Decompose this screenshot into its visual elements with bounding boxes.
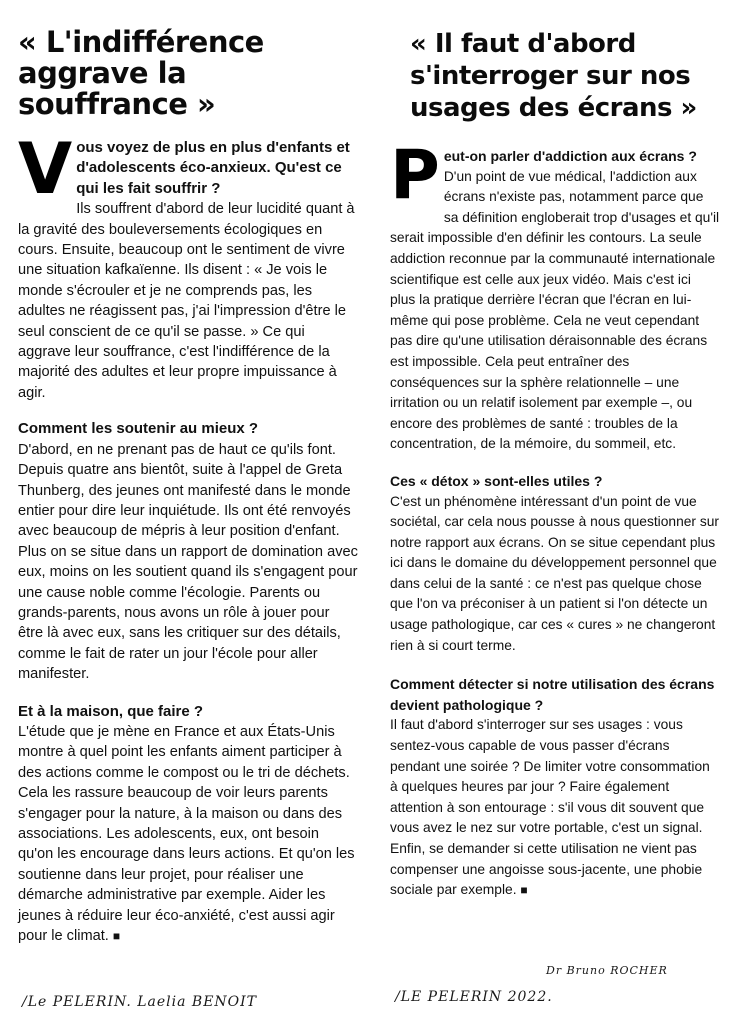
right-answer-3-text: Il faut d'abord s'interroger sur ses usages : vous sentez-vous capable de vous passer d'écrans pendant une soirée ? De limiter votre consommation à quelques heures par jour ? Faire également attention à son entourage : s'il vous dit souvent que vous avez le nez sur votre portable, c'est un signal. Enfin, se demander si cette utilisation ne vient pas compenser une angoisse sous-jacente, une phobie sociale par exemple. — [390, 717, 710, 898]
left-question-2: Comment les soutenir au mieux ? — [18, 420, 259, 438]
handwritten-source-left: /Le PELERIN. Laelia BENOIT — [22, 994, 258, 1010]
right-answer-3 — [390, 715, 720, 900]
left-intro — [18, 128, 358, 403]
left-end-mark: ■ — [112, 929, 121, 944]
right-question-2: Ces « détox » sont-elles utiles ? — [390, 472, 603, 489]
left-question-3: Et à la maison, que faire ? — [18, 702, 204, 720]
right-dropcap: P — [390, 136, 440, 215]
right-end-mark: ■ — [520, 883, 528, 898]
right-question-3: Comment détecter si notre utilisation des écrans devient pathologique ? — [390, 676, 715, 713]
left-article-title: « L'indifférence aggrave la souffrance » — [18, 25, 264, 121]
handwritten-author-signature: Dr Bruno ROCHER — [546, 964, 668, 977]
left-article — [18, 0, 358, 946]
right-article — [390, 0, 720, 901]
left-section-3 — [18, 702, 358, 947]
handwritten-source-right: /LE PELERIN 2022. — [395, 989, 553, 1005]
left-answer-2: D'abord, en ne prenant pas de haut ce qu'ils font. Depuis quatre ans bientôt, suite à l'appel de Greta Thunberg, des jeunes ont manifesté dans le monde entier pour dire leur inquiétude. Ils ont été renvoyés avec beaucoup de mépris à leur position d'enfant. Plus on se situe dans un rapport de domination avec eux, moins on les soutient quand ils s'engagent pour une cause noble comme l'écologie. Parents ou grands-parents, nous avons un rôle à jouer pour être là avec eux, sans les critiquer sur des détails, comme le fait de rater un jour l'école pour aller manifester. — [18, 441, 358, 683]
right-section-2 — [390, 471, 720, 656]
left-answer-1: Ils souffrent d'abord de leur lucidité quant à la gravité des bouleversements écologiques en cours. Ensuite, beaucoup ont le sentiment de vivre une situation kafkaïenne. Ils disent : « Je vois le monde s'écrouler et je ne comprends pas, les adultes ne réagissent pas, j'ai l'impression d'être le seul conscient de ce qu'il se passe. » Ce qui aggrave leur souffrance, c'est l'indifférence de la majorité des adultes et leur propre impuissance à agir. — [18, 201, 355, 401]
left-answer-3 — [18, 722, 358, 946]
left-answer-3-text: L'étude que je mène en France et aux États-Unis montre à quel point les enfants aiment participer à des actions comme le compost ou le tri de déchets. Cela les rassure beaucoup de voir leurs parents s'engager pour la nature, à la maison ou dans des associations. Les adolescents, eux, ont besoin qu'on les encourage dans leurs actions. Et qu'on les soutienne dans leur projet, pour réaliser une démarche administrative par exemple. Aider les jeunes à réduire leur éco-anxiété, c'est aussi agir pour le climat. — [18, 723, 355, 945]
left-dropcap: V — [18, 128, 73, 210]
right-question-1: eut-on parler d'addiction aux écrans ? — [443, 148, 697, 164]
right-article-title: « Il faut d'abord s'interroger sur nos usages des écrans » — [410, 29, 697, 123]
right-answer-1: D'un point de vue médical, l'addiction aux écrans n'existe pas, notamment parce que sa définition engloberait trop d'usages et qu'il serait impossible d'en définir les contours. La seule addiction reconnue par la communauté internationale scientifique est celle aux jeux vidéo. Mais c'est ici plus la pratique derrière l'écran que l'écran en lui-même qui pose problème. Cela ne veut cependant pas dire qu'une utilisation déraisonnable des écrans est impossible. Cela peut entraîner des conséquences sur la sphère relationnelle – une irritation ou un relatif isolement par exemple –, ou encore des problèmes de santé : troubles de la concentration, de la mémoire, du sommeil, etc. — [390, 168, 720, 452]
right-intro — [390, 136, 720, 455]
right-section-3 — [390, 674, 720, 901]
left-question-1: ous voyez de plus en plus d'enfants et d'adolescents éco-anxieux. Qu'est ce qui les fait souffrir ? — [76, 139, 350, 197]
right-answer-2: C'est un phénomène intéressant d'un point de vue sociétal, car cela nous pousse à nous questionner sur notre rapport aux écrans. On se situe cependant plus ici dans le domaine du développement personnel que dans celui de la santé : ce n'est pas quelque chose que l'on va préconiser à un patient si l'on détecte un usage pathologique, car ces « cures » ne changeront rien à si court terme. — [390, 493, 720, 653]
left-section-2 — [18, 419, 358, 684]
